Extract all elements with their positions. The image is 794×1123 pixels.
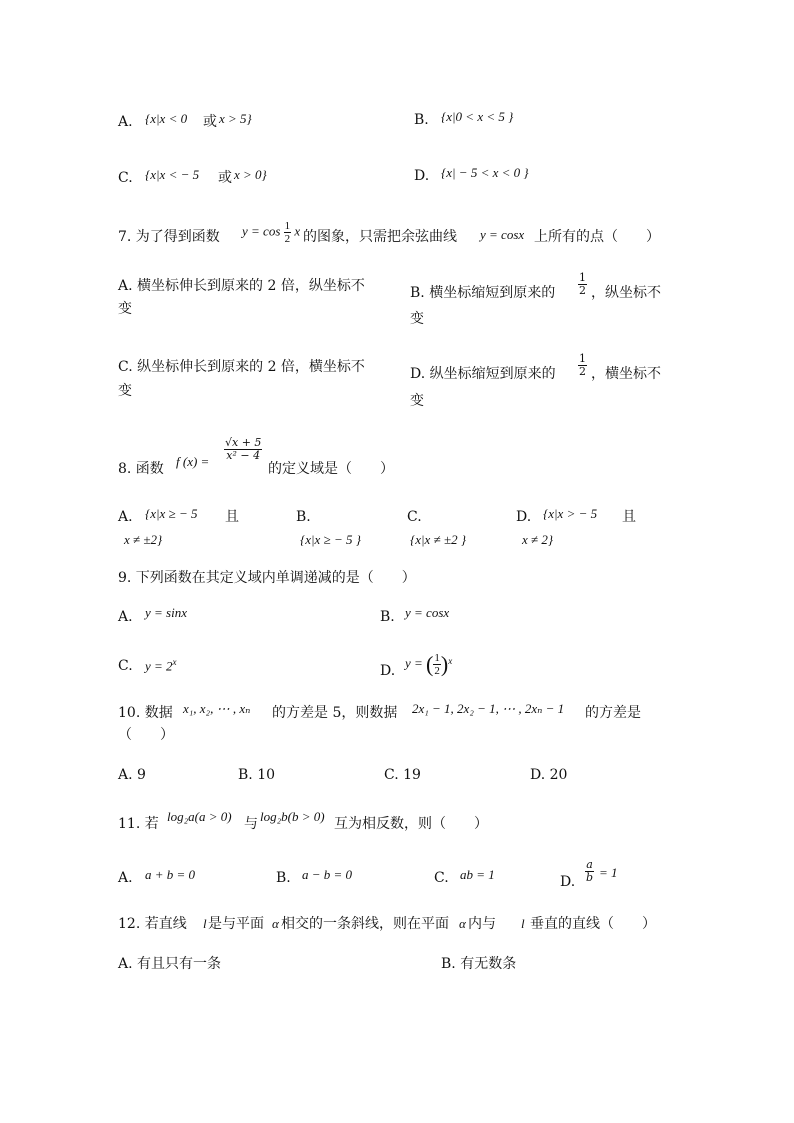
- math-var: α: [459, 916, 466, 931]
- question-stem: 的图象，只需把余弦曲线: [303, 229, 457, 245]
- math-var: α: [272, 916, 279, 931]
- math-expression: x > 5}: [219, 111, 252, 126]
- math-expression: x > 0}: [234, 167, 267, 182]
- question-stem: 与: [244, 816, 258, 832]
- option-text: 变: [118, 301, 132, 317]
- question-stem: 的方差是 5，则数据: [272, 705, 398, 721]
- question-stem: 10. 数据: [118, 705, 173, 721]
- math-expression: y = cosx: [405, 605, 450, 620]
- math-expression: {x|x < − 5: [145, 167, 200, 182]
- option-text: ，横坐标不: [591, 366, 661, 382]
- math-expression: x₁, x₂, ⋯ , xₙ: [183, 701, 251, 716]
- math-func: y = cos: [242, 223, 281, 239]
- option-text: D. 纵坐标缩短到原来的: [410, 366, 556, 382]
- question-stem: 11. 若: [118, 816, 159, 832]
- math-expression: y = ( $\frac{1}{2}$ )$^x$: [405, 651, 453, 677]
- question-stem: （ ）: [118, 727, 174, 743]
- math-expression: y = cosx: [480, 227, 525, 242]
- option-a: A. 9: [118, 767, 146, 783]
- math-expression: {x|0 < x < 5 }: [441, 109, 514, 124]
- option-label: C.: [434, 870, 449, 886]
- option-label: B.: [380, 609, 395, 625]
- math-expression: log₂a(a > 0): [167, 809, 232, 824]
- question-stem: 8. 函数: [118, 461, 164, 477]
- question-stem: 互为相反数，则（ ）: [334, 816, 488, 832]
- math-expression: a + b = 0: [145, 867, 196, 882]
- fraction: $\frac{a}{b}$: [586, 858, 594, 884]
- math-expression: [242, 220, 300, 245]
- math-expression: ab = 1: [460, 867, 495, 882]
- fraction: $\frac{1}{2}$: [284, 220, 291, 245]
- option-label: D.: [560, 874, 576, 890]
- option-d: D. 20: [530, 767, 568, 783]
- math-expression: x ≠ ±2}: [124, 532, 163, 547]
- math-expression: {x|x ≥ − 5: [145, 506, 198, 521]
- math-expression: {x|x ≠ ±2 }: [410, 532, 467, 547]
- option-label: D.: [516, 509, 532, 525]
- math-expression: {x| − 5 < x < 0 }: [441, 165, 529, 180]
- math-expression: log₂b(b > 0): [260, 809, 325, 824]
- option-label: A.: [118, 609, 133, 625]
- math-expression: = 1: [599, 865, 618, 880]
- option-label: C.: [118, 170, 133, 186]
- math-expression: x ≠ 2}: [522, 532, 554, 547]
- question-stem: 的方差是: [585, 705, 641, 721]
- math-var: l: [521, 916, 525, 931]
- option-text: C. 纵坐标伸长到原来的 2 倍，横坐标不: [118, 359, 365, 375]
- option-label: A.: [118, 870, 133, 886]
- math-expression: a − b = 0: [302, 867, 353, 882]
- option-text: A. 横坐标伸长到原来的 2 倍，纵坐标不: [118, 278, 365, 294]
- option-text: 变: [410, 393, 424, 409]
- fraction: $\frac{1}{2}$: [579, 271, 586, 297]
- question-stem: 相交的一条斜线，则在平面: [281, 916, 449, 932]
- question-9-stem: 9. 下列函数在其定义域内单调递减的是（ ）: [118, 570, 416, 586]
- option-a: A. 有且只有一条: [118, 956, 222, 972]
- option-label: C.: [407, 509, 422, 525]
- math-expression: y = sinx: [145, 605, 187, 620]
- connector-text: 且: [225, 509, 239, 525]
- math-expression: {x|x ≥ − 5 }: [300, 532, 361, 547]
- option-label: A.: [118, 509, 133, 525]
- option-b: B. 10: [238, 767, 276, 783]
- option-label: A.: [118, 114, 133, 130]
- math-expression: f (x) =: [176, 454, 210, 469]
- connector-text: 或: [203, 114, 217, 130]
- question-stem: 12. 若直线: [118, 916, 187, 932]
- question-stem: 是与平面: [208, 916, 264, 932]
- math-expression: {x|x > − 5: [543, 506, 598, 521]
- connector-text: 或: [218, 170, 232, 186]
- option-text: 变: [410, 311, 424, 327]
- option-label: D.: [414, 168, 430, 184]
- question-stem: 7. 为了得到函数: [118, 229, 220, 245]
- fraction: $\frac{1}{2}$: [579, 352, 586, 378]
- option-label: B.: [296, 509, 311, 525]
- option-c: C. 19: [384, 767, 421, 783]
- option-text: ，纵坐标不: [591, 285, 661, 301]
- fraction: $\frac{1}{2}$: [434, 652, 440, 677]
- question-stem: 垂直的直线（ ）: [530, 916, 656, 932]
- math-expression: 2x₁ − 1, 2x₂ − 1, ⋯ , 2xₙ − 1: [412, 701, 565, 716]
- option-label: B.: [276, 870, 291, 886]
- math-expression: $y = 2^x$: [145, 657, 177, 674]
- question-stem: 的定义域是（ ）: [268, 461, 394, 477]
- math-var: x: [294, 223, 301, 239]
- option-text: 变: [118, 383, 132, 399]
- option-label: B.: [414, 112, 429, 128]
- connector-text: 且: [622, 509, 636, 525]
- option-label: D.: [380, 663, 396, 679]
- option-label: C.: [118, 658, 133, 674]
- option-b: B. 有无数条: [441, 956, 517, 972]
- fraction: $\frac{√x + 5}{\text{x² − 4}}$: [225, 436, 262, 462]
- question-stem: 上所有的点（ ）: [534, 229, 660, 245]
- math-expression: {x|x < 0: [145, 111, 188, 126]
- math-var: l: [203, 916, 207, 931]
- question-stem: 内与: [468, 916, 496, 932]
- option-text: B. 横坐标缩短到原来的: [410, 285, 556, 301]
